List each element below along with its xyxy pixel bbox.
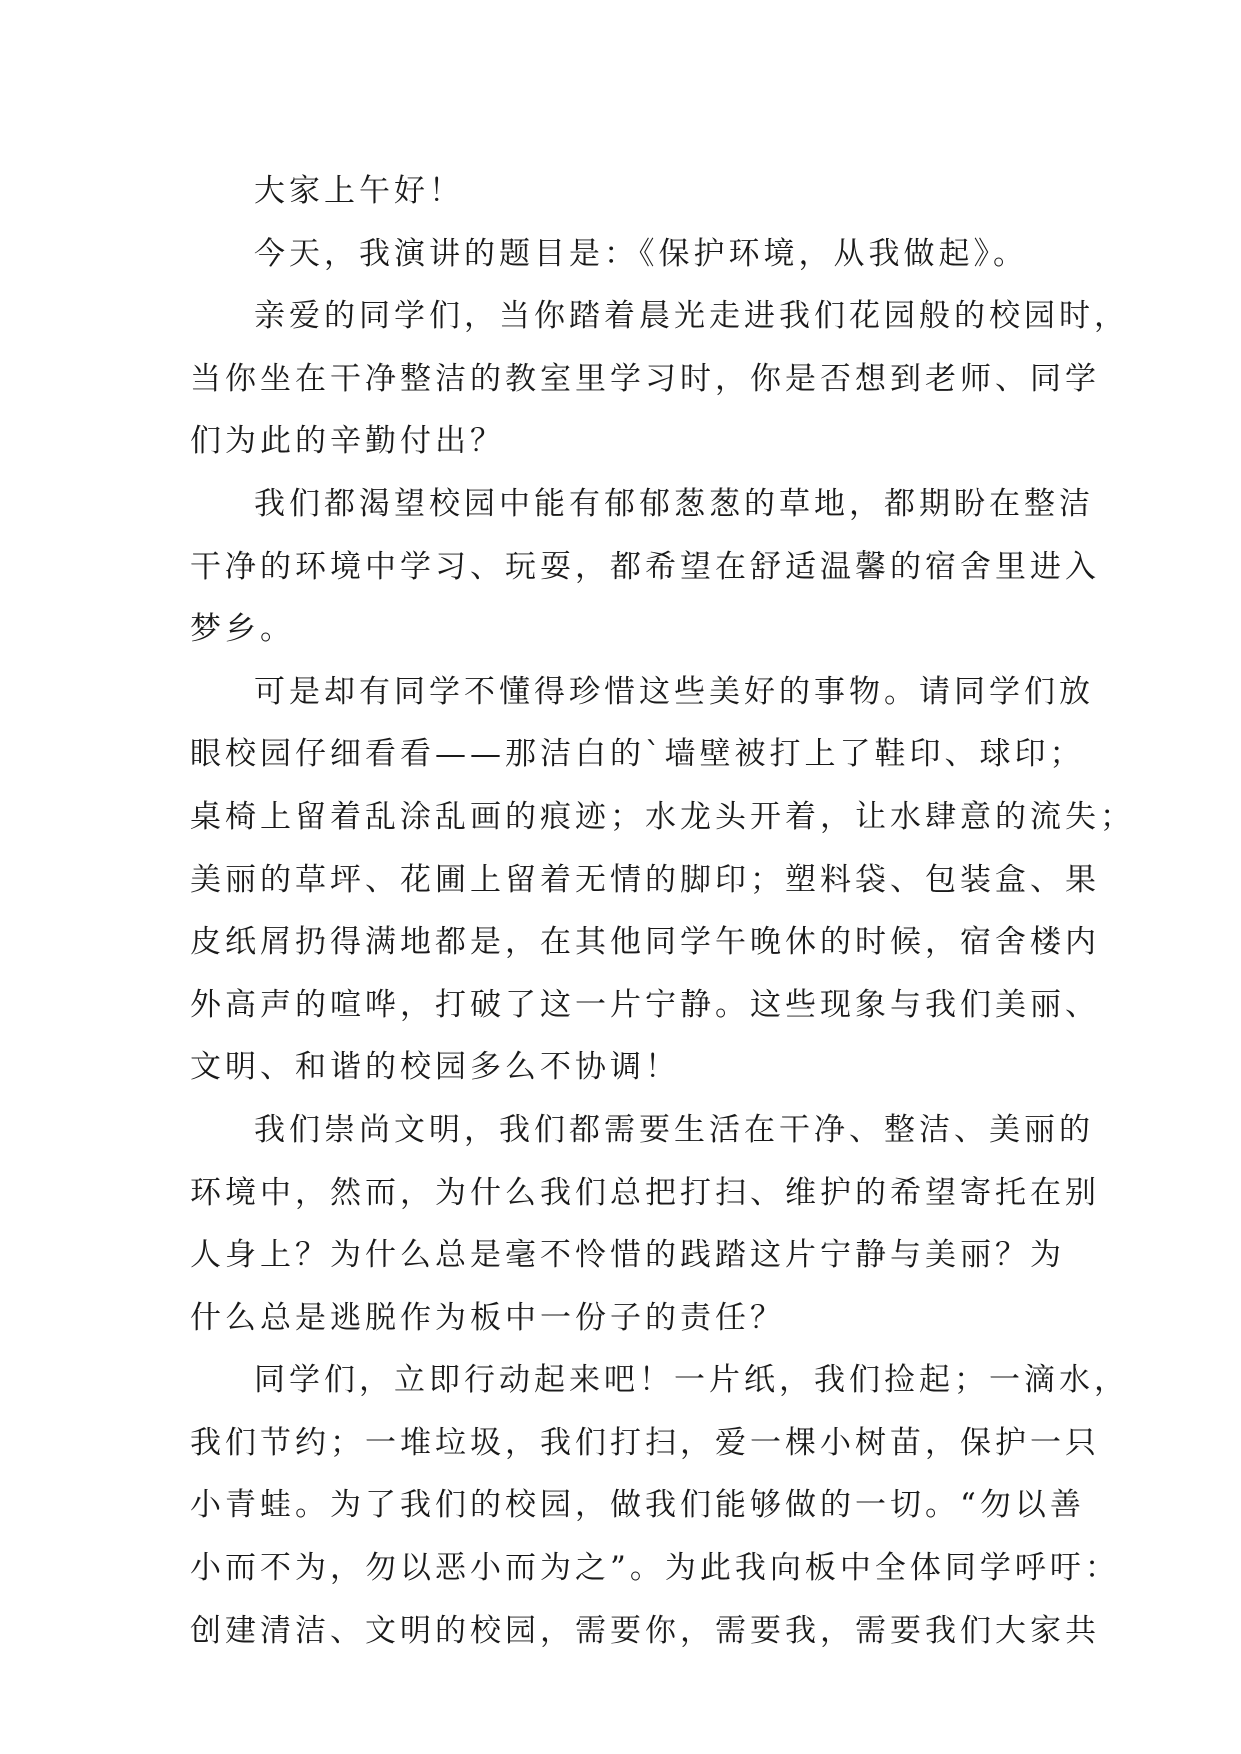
text-line: 桌椅上留着乱涂乱画的痕迹；水龙头开着，让水肆意的流失； xyxy=(190,798,1135,835)
text-line-topic: 今天，我演讲的题目是：《保护环境，从我做起》。 xyxy=(254,235,1028,272)
text-line: 我们都渴望校园中能有郁郁葱葱的草地，都期盼在整洁 xyxy=(254,485,1094,522)
text-line: 当你坐在干净整洁的教室里学习时，你是否想到老师、同学 xyxy=(190,360,1100,397)
text-line: 创建清洁、文明的校园，需要你，需要我，需要我们大家共 xyxy=(190,1612,1100,1649)
text-line-greeting: 大家上午好！ xyxy=(254,173,464,209)
text-line: 亲爱的同学们，当你踏着晨光走进我们花园般的校园时， xyxy=(254,298,1129,335)
text-line: 文明、和谐的校园多么不协调！ xyxy=(190,1049,680,1086)
text-line: 美丽的草坪、花圃上留着无情的脚印；塑料袋、包装盒、果 xyxy=(190,861,1100,898)
text-line: 小青蛙。为了我们的校园，做我们能够做的一切。“勿以善 xyxy=(190,1487,1085,1524)
text-line: 小而不为，勿以恶小而为之”。为此我向板中全体同学呼吁： xyxy=(190,1550,1120,1587)
text-line: 皮纸屑扔得满地都是，在其他同学午晚休的时候，宿舍楼内 xyxy=(190,924,1100,961)
text-line: 环境中，然而，为什么我们总把打扫、维护的希望寄托在别 xyxy=(190,1174,1100,1211)
text-line: 可是却有同学不懂得珍惜这些美好的事物。请同学们放 xyxy=(254,673,1094,710)
text-line: 同学们，立即行动起来吧！一片纸，我们捡起；一滴水， xyxy=(254,1362,1129,1399)
speech-text xyxy=(190,160,1135,1662)
text-line: 眼校园仔细看看——那洁白的`墙壁被打上了鞋印、球印； xyxy=(190,736,1085,773)
text-line: 外高声的喧哗，打破了这一片宁静。这些现象与我们美丽、 xyxy=(190,986,1100,1023)
text-line: 梦乡。 xyxy=(190,611,295,648)
text-line: 干净的环境中学习、玩耍，都希望在舒适温馨的宿舍里进入 xyxy=(190,548,1100,585)
text-line: 什么总是逃脱作为板中一份子的责任？ xyxy=(190,1299,785,1336)
text-line: 人身上？为什么总是毫不怜惜的践踏这片宁静与美丽？为 xyxy=(190,1237,1065,1274)
text-line: 我们节约；一堆垃圾，我们打扫，爱一棵小树苗，保护一只 xyxy=(190,1424,1100,1461)
text-line: 我们崇尚文明，我们都需要生活在干净、整洁、美丽的 xyxy=(254,1111,1094,1148)
text-line: 们为此的辛勤付出？ xyxy=(190,423,505,460)
